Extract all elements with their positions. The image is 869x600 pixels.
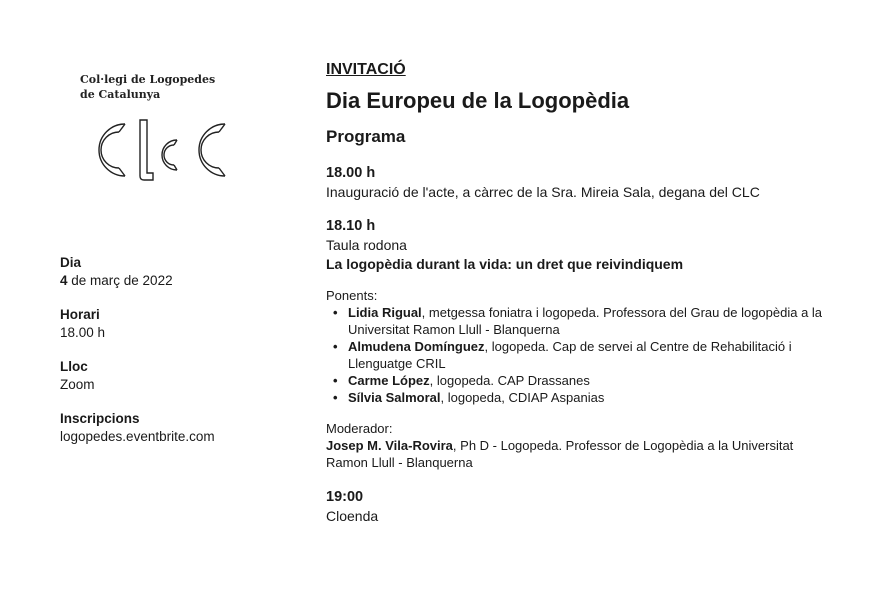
organization-name-line1: Col·legi de Logopedes — [80, 73, 216, 86]
organization-name-line2: de Catalunya — [80, 88, 161, 101]
speaker-role: , logopeda. Cap de servei al Centre de Rehabilitació i Llenguatge CRIL — [348, 339, 792, 371]
roundtable-title: La logopèdia durant la vida: un dret que reivindiquem — [326, 256, 684, 272]
clc-logo — [77, 114, 232, 186]
opening-description: Inauguració de l'acte, a càrrec de la Sra. Mireia Sala, degana del CLC — [326, 184, 760, 200]
speaker-name: Carme López — [348, 373, 430, 388]
program-column — [326, 58, 826, 526]
speaker-item — [348, 304, 826, 338]
detail-date-rest: de març de 2022 — [67, 273, 173, 288]
roundtable-type: Taula rodona — [326, 237, 407, 253]
detail-date-value — [60, 272, 300, 290]
event-title: Dia Europeu de la Logopèdia — [326, 88, 630, 113]
closing-time: 19:00 — [326, 489, 364, 505]
speaker-item — [348, 338, 826, 372]
speaker-name: Lidia Rigual — [348, 305, 422, 320]
speaker-role: , logopeda. CAP Drassanes — [429, 373, 590, 388]
detail-schedule-label: Horari — [60, 307, 100, 322]
detail-schedule — [60, 306, 300, 342]
detail-date-label: Dia — [60, 255, 82, 270]
detail-registration-link[interactable]: logopedes.eventbrite.com — [60, 429, 215, 444]
program-item-closing — [326, 487, 826, 526]
closing-description: Cloenda — [326, 508, 379, 524]
moderator-details — [326, 437, 826, 471]
program-heading: Programa — [326, 127, 406, 146]
moderator-role: , Ph D - Logopeda. Professor de Logopèdia a la Universitat Ramon Llull - Blanquerna — [326, 438, 794, 470]
opening-time: 18.00 h — [326, 165, 376, 181]
speaker-item — [348, 389, 826, 406]
roundtable-time: 18.10 h — [326, 218, 376, 234]
moderator-name: Josep M. Vila-Rovira — [326, 438, 453, 453]
invitation-kicker: INVITACIÓ — [326, 61, 406, 78]
speakers-section — [326, 287, 826, 406]
program-item-opening — [326, 163, 826, 202]
detail-location-label: Lloc — [60, 359, 88, 374]
organization-name — [80, 72, 280, 102]
detail-location — [60, 358, 300, 394]
speaker-name: Almudena Domínguez — [348, 339, 485, 354]
speaker-role: , logopeda, CDIAP Aspanias — [440, 390, 605, 405]
speaker-role: , metgessa foniatra i logopeda. Professora del Grau de logopèdia a la Universitat Ramon Llull - Blanquerna — [348, 305, 823, 337]
detail-registration — [60, 410, 300, 446]
speakers-list — [326, 304, 826, 406]
program-item-roundtable — [326, 216, 826, 274]
detail-date-day: 4 — [60, 273, 68, 288]
speakers-label: Ponents: — [326, 288, 378, 303]
detail-date — [60, 254, 300, 290]
speaker-item — [348, 372, 826, 389]
moderator-label: Moderador: — [326, 421, 393, 436]
moderator-section — [326, 420, 826, 471]
detail-schedule-value: 18.00 h — [60, 325, 106, 340]
event-details — [60, 254, 300, 462]
speaker-name: Sílvia Salmoral — [348, 390, 441, 405]
detail-location-value: Zoom — [60, 377, 95, 392]
detail-registration-label: Inscripcions — [60, 411, 140, 426]
